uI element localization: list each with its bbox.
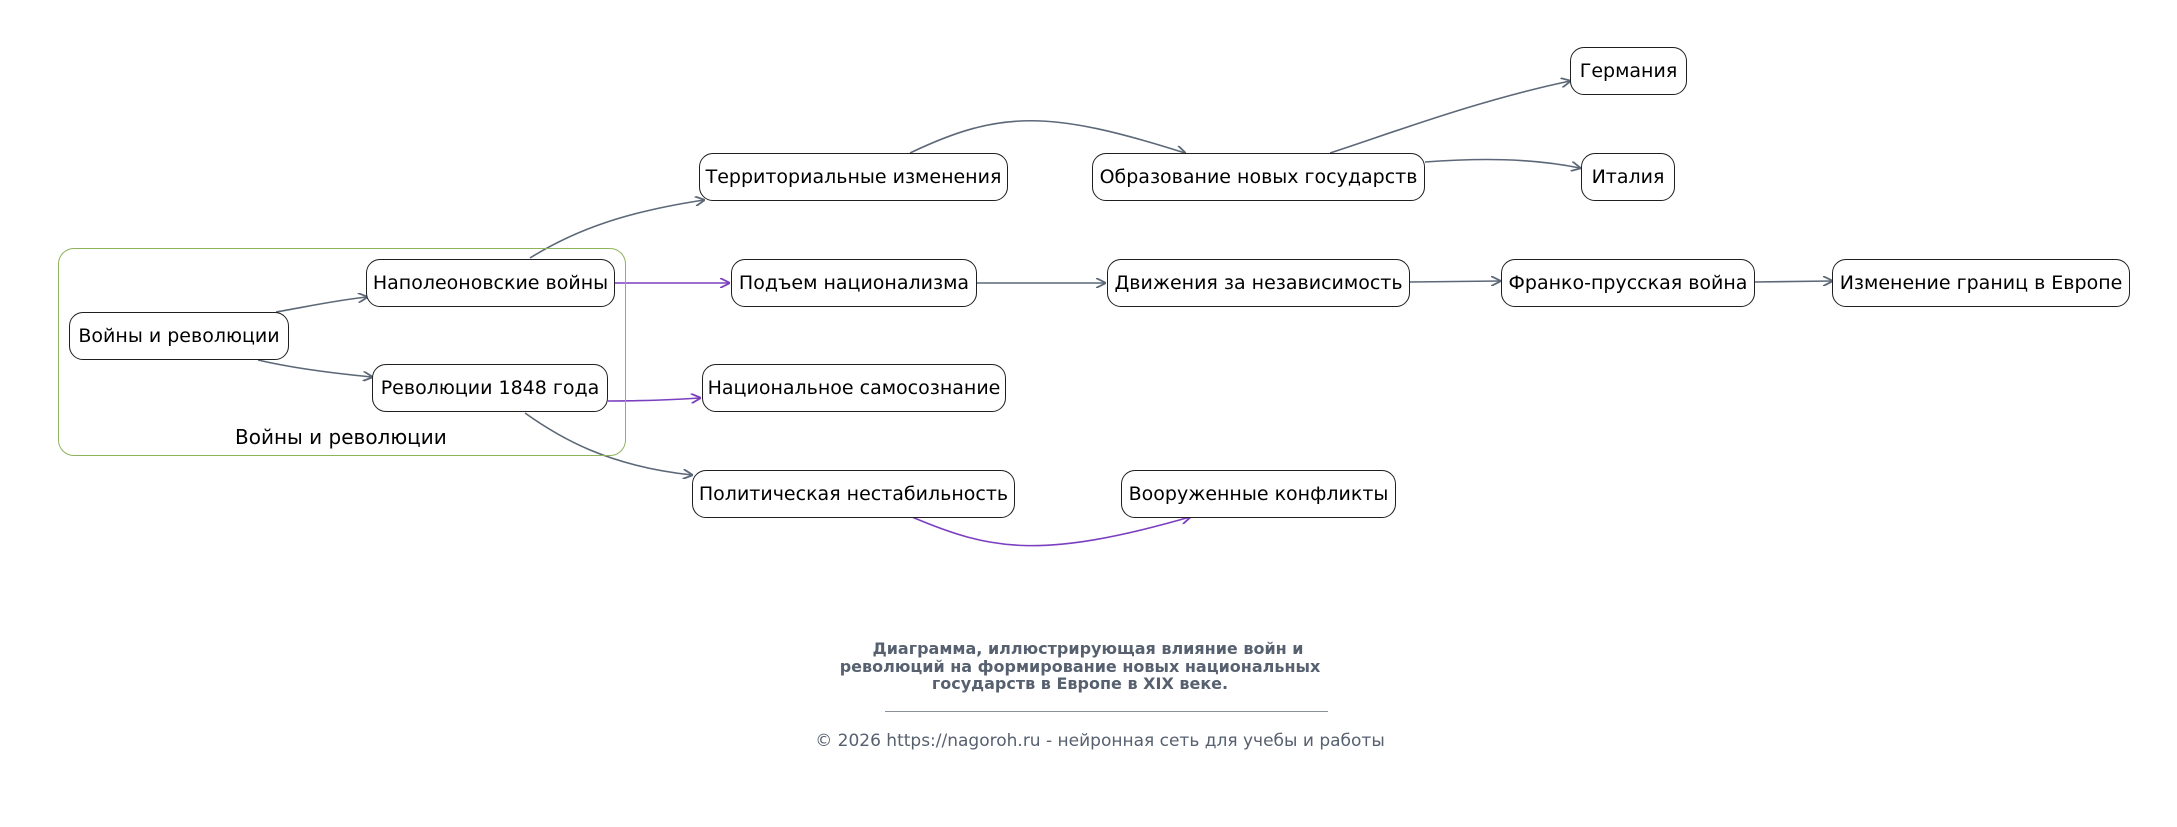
cluster-label: Войны и революции	[235, 425, 447, 449]
node-rise-of-nationalism[interactable]: Подъем национализма	[731, 259, 977, 307]
caption-line-3: государств в Европе в XIX веке.	[931, 674, 1229, 693]
node-formation-new-states[interactable]: Образование новых государств	[1092, 153, 1425, 201]
node-wars-revolutions[interactable]: Войны и революции	[69, 312, 289, 360]
node-italy[interactable]: Италия	[1581, 153, 1675, 201]
node-political-instability[interactable]: Политическая нестабильность	[692, 470, 1015, 518]
caption-divider	[885, 711, 1328, 712]
caption-line-1: Диаграмма, иллюстрирующая влияние войн и	[872, 639, 1304, 658]
footer-copyright: © 2026 https://nagoroh.ru - нейронная сеть для учебы и работы	[815, 731, 1385, 751]
node-armed-conflicts[interactable]: Вооруженные конфликты	[1121, 470, 1396, 518]
node-germany[interactable]: Германия	[1570, 47, 1687, 95]
node-franco-prussian-war[interactable]: Франко-прусская война	[1501, 259, 1755, 307]
edge-newstates-italy	[1425, 160, 1580, 168]
edge-newstates-germany	[1330, 81, 1570, 153]
edge-franco-borders	[1755, 281, 1832, 282]
node-national-self-awareness[interactable]: Национальное самосознание	[702, 364, 1006, 412]
node-border-changes[interactable]: Изменение границ в Европе	[1832, 259, 2130, 307]
node-napoleonic-wars[interactable]: Наполеоновские войны	[366, 259, 615, 307]
edge-instability-conflicts	[912, 517, 1190, 546]
node-territorial-changes[interactable]: Территориальные изменения	[699, 153, 1008, 201]
caption-line-2: революций на формирование новых национальных	[839, 657, 1321, 676]
node-revolutions-1848[interactable]: Революции 1848 года	[372, 364, 608, 412]
node-independence-movements[interactable]: Движения за независимость	[1107, 259, 1410, 307]
edge-territorial-newstates	[910, 121, 1185, 153]
edge-independence-franco	[1410, 281, 1500, 282]
